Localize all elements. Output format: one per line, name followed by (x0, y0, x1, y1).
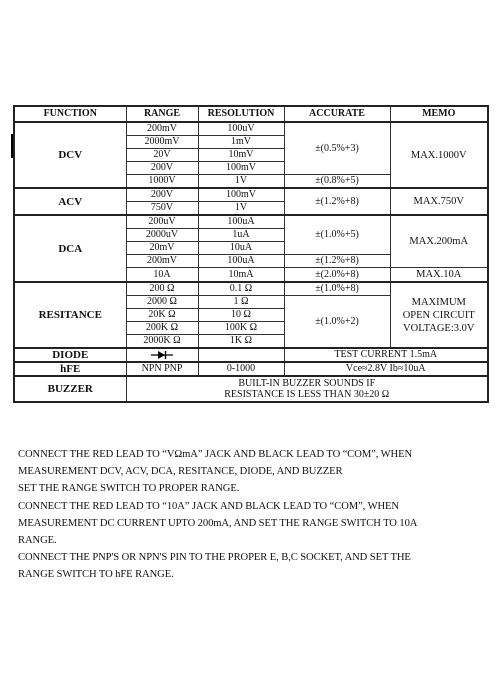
instruction-line: SET THE RANGE SWITCH TO PROPER RANGE. (18, 483, 240, 495)
resolution-cell: 100mV (198, 162, 284, 175)
resolution-cell: 100uA (198, 255, 284, 268)
resolution-cell: 100uA (198, 215, 284, 229)
buzzer-note-line: BUILT-IN BUZZER SOUNDS IF (238, 378, 376, 389)
range-cell: 200mV (126, 255, 198, 268)
accuracy-cell: ±(1.0%+2) (284, 296, 390, 349)
header-memo: MEMO (390, 106, 488, 122)
range-cell: 200 Ω (126, 282, 198, 296)
memo-cell (390, 282, 488, 348)
accuracy-cell: ±(1.2%+8) (284, 255, 390, 268)
table-row (14, 122, 488, 136)
range-cell: 2000uV (126, 229, 198, 242)
buzzer-note-line: RESISTANCE IS LESS THAN 30±20 Ω (224, 389, 390, 400)
range-cell: 20mV (126, 242, 198, 255)
accuracy-cell: ±(2.0%+8) (284, 268, 390, 283)
table-row (14, 376, 488, 402)
memo-cell: MAX.200mA (390, 215, 488, 268)
range-cell: 200mV (126, 122, 198, 136)
function-dca: DCA (14, 215, 126, 282)
function-hfe: hFE (14, 362, 126, 376)
range-cell: NPN PNP (126, 362, 198, 376)
specification-table (13, 105, 489, 403)
diode-icon (151, 350, 173, 360)
resolution-cell: 10 Ω (198, 309, 284, 322)
memo-cell: MAX.1000V (390, 122, 488, 188)
function-diode: DIODE (14, 348, 126, 362)
instruction-line: MEASUREMENT DC CURRENT UPTO 200mA, AND SET THE RANGE SWITCH TO 10A (18, 517, 418, 529)
buzzer-note (126, 376, 488, 402)
resolution-cell: 1mV (198, 136, 284, 149)
resolution-cell: 10uA (198, 242, 284, 255)
table-row (14, 188, 488, 202)
resolution-cell: 1V (198, 175, 284, 189)
function-dcv: DCV (14, 122, 126, 188)
table-row (14, 348, 488, 362)
instruction-line: CONNECT THE RED LEAD TO “VΩmA” JACK AND BLACK LEAD TO “COM”, WHEN (18, 449, 413, 460)
accuracy-cell: ±(1.0%+5) (284, 215, 390, 255)
range-cell: 20K Ω (126, 309, 198, 322)
range-cell: 750V (126, 202, 198, 216)
accuracy-cell: ±(1.0%+8) (284, 282, 390, 296)
range-cell: 200uV (126, 215, 198, 229)
function-acv: ACV (14, 188, 126, 215)
range-cell: 200V (126, 188, 198, 202)
memo-line: OPEN CIRCUIT (402, 309, 475, 321)
resolution-cell: 1uA (198, 229, 284, 242)
memo-line: MAXIMUM (411, 296, 466, 308)
resolution-cell: 100uV (198, 122, 284, 136)
memo-line: VOLTAGE:3.0V (403, 322, 475, 334)
resolution-cell: 10mA (198, 268, 284, 283)
instruction-line: RANGE SWITCH TO hFE RANGE. (18, 569, 174, 581)
instruction-line: MEASUREMENT DCV, ACV, DCA, RESITANCE, DIODE, AND BUZZER (18, 466, 343, 478)
resolution-cell: 1K Ω (198, 335, 284, 349)
function-buzzer: BUZZER (14, 376, 126, 402)
instruction-line: RANGE. (18, 535, 57, 547)
table-row (14, 282, 488, 296)
resolution-cell: 100mV (198, 188, 284, 202)
instruction-line: CONNECT THE RED LEAD TO “10A” JACK AND BLACK LEAD TO “COM”, WHEN (18, 500, 399, 512)
header-accurate: ACCURATE (284, 106, 390, 122)
function-resistance: RESITANCE (14, 282, 126, 348)
resolution-cell: 0-1000 (198, 362, 284, 376)
header-range: RANGE (126, 106, 198, 122)
instruction-line: CONNECT THE PNP'S OR NPN'S PIN TO THE PROPER E, B,C SOCKET, AND SET THE (18, 552, 411, 564)
header-function: FUNCTION (14, 106, 126, 122)
accuracy-cell: ±(0.5%+3) (284, 122, 390, 175)
table-header-row (14, 106, 488, 122)
range-cell: 200V (126, 162, 198, 175)
diode-note: TEST CURRENT 1.5mA (284, 348, 488, 362)
range-cell: 2000K Ω (126, 335, 198, 349)
table-row (14, 362, 488, 376)
resolution-cell: 10mV (198, 149, 284, 162)
table-row (14, 215, 488, 229)
accuracy-cell: ±(0.8%+5) (284, 175, 390, 189)
instructions-text (18, 446, 492, 584)
range-cell: 1000V (126, 175, 198, 189)
header-resolution: RESOLUTION (198, 106, 284, 122)
memo-cell: MAX.750V (390, 188, 488, 215)
range-cell: 2000 Ω (126, 296, 198, 309)
resolution-cell: 1V (198, 202, 284, 216)
memo-cell: MAX.10A (390, 268, 488, 283)
range-cell: 10A (126, 268, 198, 283)
range-cell: 2000mV (126, 136, 198, 149)
resolution-cell (198, 348, 284, 362)
resolution-cell: 100K Ω (198, 322, 284, 335)
resolution-cell: 1 Ω (198, 296, 284, 309)
range-cell: 200K Ω (126, 322, 198, 335)
range-cell: 20V (126, 149, 198, 162)
hfe-note: Vce≈2.8V Ib≈10uA (284, 362, 488, 376)
resolution-cell: 0.1 Ω (198, 282, 284, 296)
diode-symbol-cell (126, 348, 198, 362)
accuracy-cell: ±(1.2%+8) (284, 188, 390, 215)
